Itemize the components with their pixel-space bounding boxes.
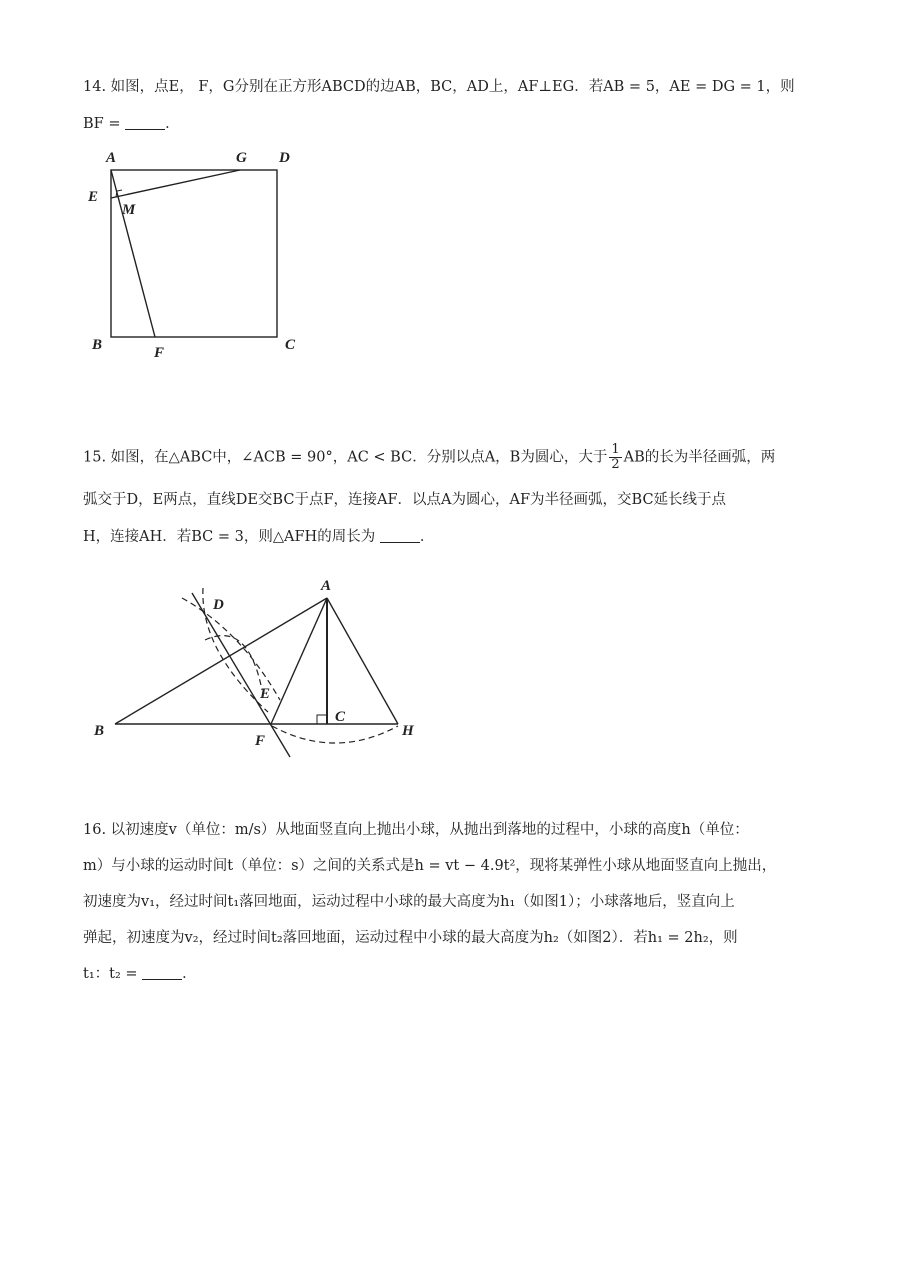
q16-line-5-suffix: ． [182, 966, 197, 982]
q15-line-1-b: AB的长为半径画弧，两 [623, 449, 776, 466]
q15-line-1 [83, 443, 775, 472]
label-b: B [94, 723, 105, 739]
segment-eg [111, 170, 240, 198]
label-f: F [255, 733, 266, 749]
label-d: D [279, 150, 290, 166]
square-abcd [111, 170, 277, 337]
arc-fh [272, 726, 398, 743]
fraction-numerator: 1 [611, 442, 620, 457]
line-de [192, 593, 290, 757]
q15-line-3-prefix: H，连接AH．若BC = 3，则△AFH的周长为 [83, 529, 376, 545]
segment-af [111, 170, 155, 337]
label-b: B [92, 337, 103, 353]
q14-line-2-prefix: BF = [83, 116, 121, 132]
answer-blank-q15 [380, 528, 420, 543]
label-m: M [122, 202, 136, 218]
label-h: H [402, 723, 414, 739]
q16-line-5-prefix: t₁：t₂ = [83, 966, 138, 982]
q16-line-4: 弹起，初速度为v₂，经过时间t₂落回地面，运动过程中小球的最大高度为h₂（如图2）．若h₁ = 2h₂，则 [83, 930, 738, 946]
answer-blank-q14 [125, 115, 165, 130]
label-c: C [285, 337, 296, 353]
label-e: E [260, 686, 271, 702]
q15-line-2: 弧交于D，E两点，直线DE交BC于点F，连接AF．以点A为圆心，AF为半径画弧，交BC延长线于点 [83, 492, 727, 508]
fraction-one-half [609, 443, 621, 472]
q16-line-2: m）与小球的运动时间t（单位：s）之间的关系式是h = vt − 4.9t²，现将某弹性小球从地面竖直向上抛出， [83, 858, 777, 874]
q16-line-3: 初速度为v₁，经过时间t₁落回地面，运动过程中小球的最大高度为h₁（如图1）；小球落地后，竖直向上 [83, 894, 735, 910]
label-d: D [213, 597, 224, 613]
label-g: G [236, 150, 247, 166]
label-c: C [335, 709, 346, 725]
segment-ah [327, 598, 398, 724]
q14-line-2 [83, 114, 180, 134]
arc-centered-b [182, 598, 280, 700]
right-angle-mark-c [317, 715, 327, 724]
q16-line-1: 16. 以初速度v（单位：m/s）从地面竖直向上抛出小球，从抛出到落地的过程中，小球的高度h（单位： [83, 822, 749, 838]
segment-af [271, 598, 327, 724]
q15-line-3-suffix: ． [419, 529, 435, 545]
q15-line-1-a: 15. 如图，在△ABC中，∠ACB = 90°，AC < BC．分别以点A，B为圆心，大于 [83, 449, 608, 466]
label-a: A [106, 150, 117, 166]
q14-line-1: 14. 如图，点E， F，G分别在正方形ABCD的边AB，BC，AD上，AF⊥EG．若AB = 5，AE = DG = 1，则 [83, 79, 795, 95]
arc-centered-a [203, 588, 271, 712]
answer-blank-q16 [142, 965, 182, 980]
label-a: A [321, 578, 332, 594]
fraction-denominator: 2 [611, 457, 620, 472]
right-angle-mark-m [116, 190, 122, 197]
q14-line-2-suffix: ． [165, 116, 180, 132]
label-f: F [154, 345, 165, 361]
segment-ab [115, 598, 327, 724]
q15-line-3 [83, 527, 434, 547]
arc-small [205, 636, 262, 690]
q16-line-5 [83, 964, 197, 984]
label-e: E [88, 189, 99, 205]
